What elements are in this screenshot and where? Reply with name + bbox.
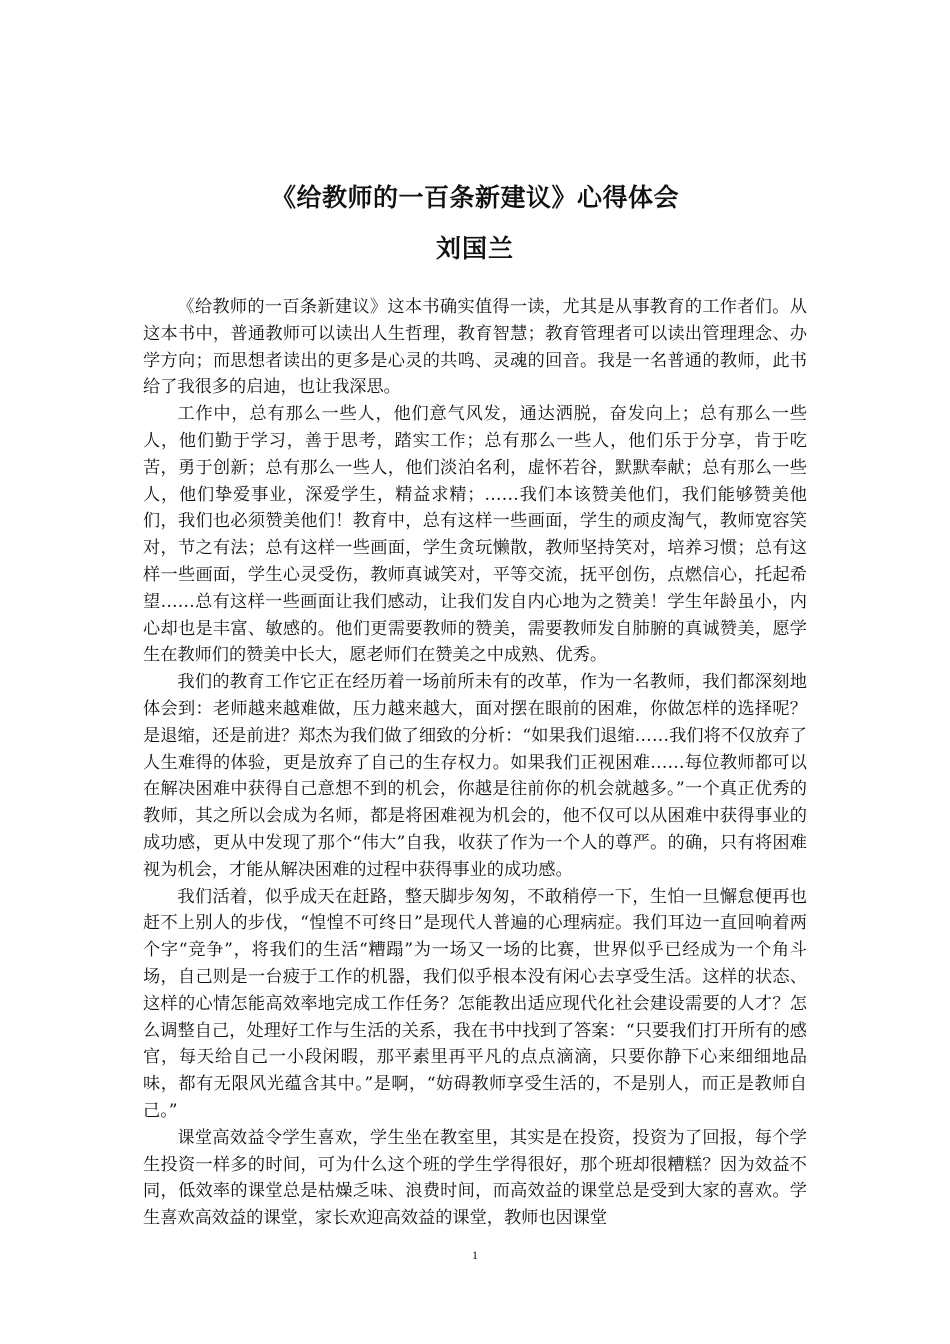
paragraph: 《给教师的一百条新建议》这本书确实值得一读，尤其是从事教育的工作者们。从这本书中，普通教师可以读出人生哲理，教育智慧；教育管理者可以读出管理理念、办学方向；而思想者读出的更多是心灵的共鸣、灵魂的回音。我是一名普通的教师，此书给了我很多的启迪，也让我深思。 (143, 297, 807, 398)
document-title: 《给教师的一百条新建议》心得体会 (270, 183, 679, 212)
paragraph: 课堂高效益令学生喜欢，学生坐在教室里，其实是在投资，投资为了回报，每个学生投资一样多的时间，可为什么这个班的学生学得很好，那个班却很糟糕？因为效益不同，低效率的课堂总是枯燥乏味、浪费时间，而高效益的课堂总是受到大家的喜欢。学生喜欢高效益的课堂，家长欢迎高效益的课堂，教师也因课堂 (143, 1127, 807, 1229)
paragraph: 我们活着，似乎成天在赶路，整天脚步匆匆，不敢稍停一下，生怕一旦懈怠便再也赶不上别人的步伐，“惶惶不可终日”是现代人普遍的心理病症。我们耳边一直回响着两个字“竞争”，将我们的生活“糟蹋”为一场又一场的比赛，世界似乎已经成为一个角斗场，自己则是一台疲于工作的机器，我们似乎根本没有闲心去享受生活。这样的状态、这样的心情怎能高效率地完成工作任务？怎能教出适应现代化社会建设需要的人才？怎么调整自己，处理好工作与生活的关系，我在书中找到了答案：“只要我们打开所有的感官，每天给自己一小段闲暇，那平素里再平凡的点点滴滴，只要你静下心来细细地品味，都有无限风光蕴含其中。”是啊，“妨碍教师享受生活的，不是别人，而正是教师自己。” (143, 886, 807, 1121)
paragraph: 工作中，总有那么一些人，他们意气风发，通达洒脱，奋发向上；总有那么一些人，他们勤于学习，善于思考，踏实工作；总有那么一些人，他们乐于分享，肯于吃苦，勇于创新；总有那么一些人，他们淡泊名利，虚怀若谷，默默奉献；总有那么一些人，他们挚爱事业，深爱学生，精益求精；……我们本该赞美他们，我们能够赞美他们，我们也必须赞美他们！教育中，总有这样一些画面，学生的顽皮淘气，教师宽容笑对，节之有法；总有这样一些画面，学生贪玩懒散，教师坚持笑对，培养习惯；总有这样一些画面，学生心灵受伤，教师真诚笑对，平等交流，抚平创伤，点燃信心，托起希望……总有这样一些画面让我们感动，让我们发自内心地为之赞美！学生年龄虽小，内心却也是丰富、敏感的。他们更需要教师的赞美，需要教师发自肺腑的真诚赞美，愿学生在教师们的赞美中长大，愿老师们在赞美之中成熟、优秀。 (143, 404, 807, 666)
paragraph: 我们的教育工作它正在经历着一场前所未有的改革，作为一名教师，我们都深刻地体会到：老师越来越难做，压力越来越大，面对摆在眼前的困难，你做怎样的选择呢？是退缩，还是前进？郑杰为我们做了细致的分析：“如果我们退缩……我们将不仅放弃了人生难得的体验，更是放弃了自己的生存权力。如果我们正视困难……每位教师都可以在解决困难中获得自己意想不到的机会，你越是往前你的机会就越多。”一个真正优秀的教师，其之所以会成为名师，都是将困难视为机会的，他不仅可以从困难中获得事业的成功感，更从中发现了那个“伟大”自我，收获了作为一个人的尊严。的确，只有将困难视为机会，才能从解决困难的过程中获得事业的成功感。 (143, 672, 807, 880)
document-author: 刘国兰 (435, 234, 514, 263)
page-number: 1 (472, 1248, 478, 1262)
document-body (143, 294, 807, 1232)
